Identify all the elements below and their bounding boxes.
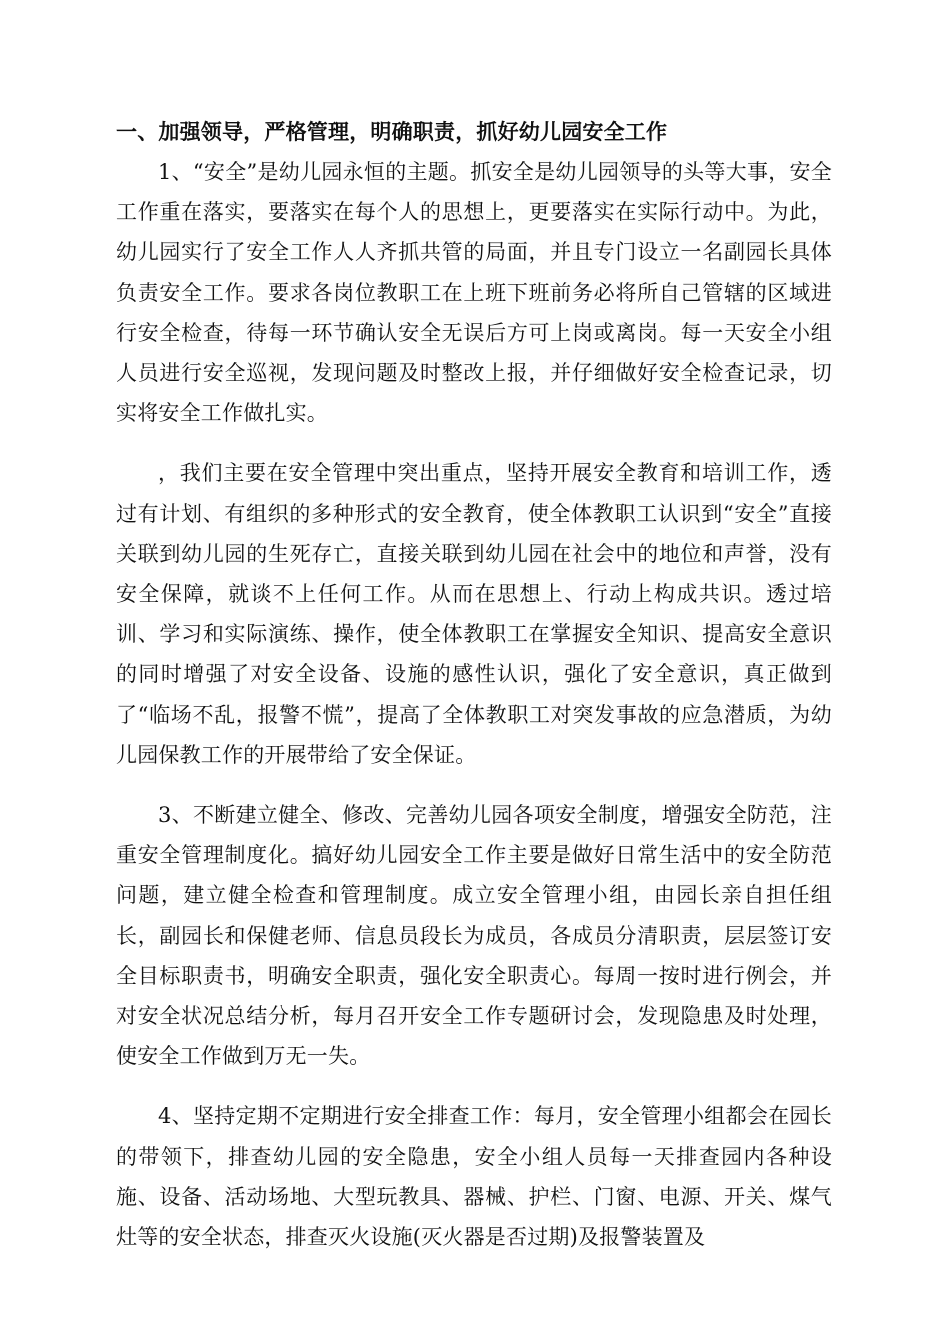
paragraph-1: 1、“安全”是幼儿园永恒的主题。抓安全是幼儿园领导的头等大事，安全工作重在落实，要落实在每个人的思想上，更要落实在实际行动中。为此，幼儿园实行了安全工作人人齐抓共管的局面，并且专门设立一名副园长具体负责安全工作。要求各岗位教职工在上班下班前务必将所自己管辖的区域进行安全检查，待每一环节确认安全无误后方可上岗或离岗。每一天安全小组人员进行安全巡视，发现问题及时整改上报，并仔细做好安全检查记录，切实将安全工作做扎实。: [116, 160, 832, 426]
paragraph-4: 4、坚持定期不定期进行安全排查工作：每月，安全管理小组都会在园长的带领下，排查幼儿园的安全隐患，安全小组人员每一天排查园内各种设施、设备、活动场地、大型玩教具、器械、护栏、门窗、电源、开关、煤气灶等的安全状态，排查灭火设施(灭火器是否过期)及报警装置及: [116, 1104, 832, 1250]
document-page: [116, 112, 832, 1257]
paragraph-3: 3、不断建立健全、修改、完善幼儿园各项安全制度，增强安全防范，注重安全管理制度化。搞好幼儿园安全工作主要是做好日常生活中的安全防范问题，建立健全检查和管理制度。成立安全管理小组，由园长亲自担任组长，副园长和保健老师、信息员段长为成员，各成员分清职责，层层签订安全目标职责书，明确安全职责，强化安全职责心。每周一按时进行例会，并对安全状况总结分析，每月召开安全工作专题研讨会，发现隐患及时处理，使安全工作做到万无一失。: [116, 803, 832, 1069]
section-heading: 一、加强领导，严格管理，明确职责，抓好幼儿园安全工作: [116, 119, 668, 144]
paragraph-2: ，我们主要在安全管理中突出重点，坚持开展安全教育和培训工作，透过有计划、有组织的多种形式的安全教育，使全体教职工认识到“安全”直接关联到幼儿园的生死存亡，直接关联到幼儿园在社会中的地位和声誉，没有安全保障，就谈不上任何工作。从而在思想上、行动上构成共识。透过培训、学习和实际演练、操作，使全体教职工在掌握安全知识、提高安全意识的同时增强了对安全设备、设施的感性认识，强化了安全意识，真正做到了“临场不乱，报警不慌”，提高了全体教职工对突发事故的应急潜质，为幼儿园保教工作的开展带给了安全保证。: [116, 461, 832, 767]
